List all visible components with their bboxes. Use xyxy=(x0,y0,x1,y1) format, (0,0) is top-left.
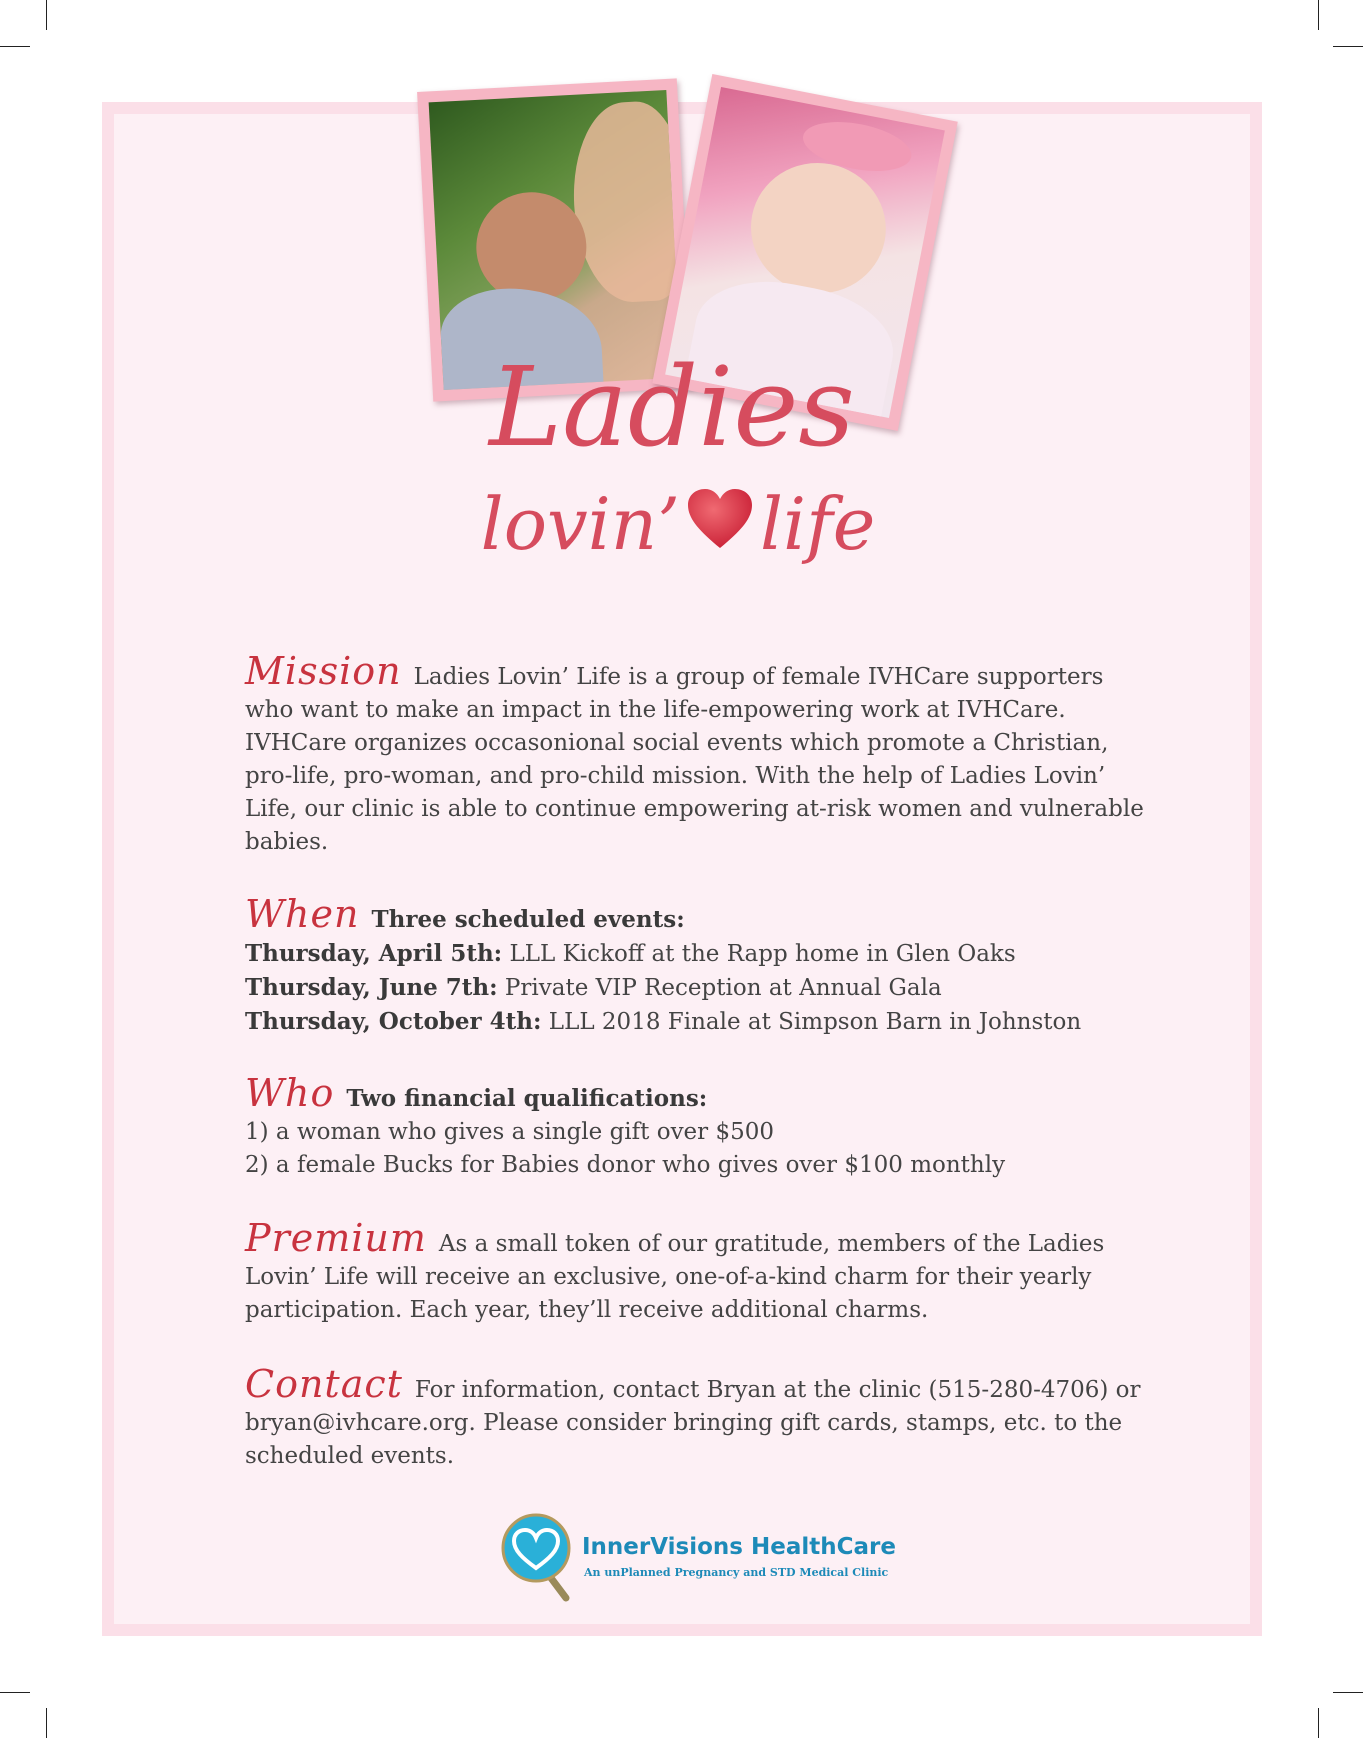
qualification-item: 1) a woman who gives a single gift over $500 xyxy=(245,1119,775,1145)
who-heading: Who xyxy=(245,1071,335,1115)
mission-text: Ladies Lovin’ Life is a group of female IVHCare supporters who want to make an impact in the life-empowering work at IVHCare. IVHCare organizes occasonional social events which promote a Christian, pro-life, pro-woman, and pro-child mission. With the help of Ladies Lovin’ Life, our clinic is able to continue empowering at-risk women and vulnerable babies. xyxy=(245,664,1144,855)
qualification-item: 2) a female Bucks for Babies donor who gives over $100 monthly xyxy=(245,1152,1006,1178)
event-row xyxy=(245,937,1145,971)
who-lead: Two financial qualifications: xyxy=(346,1085,708,1112)
event-desc: LLL Kickoff at the Rapp home in Glen Oaks xyxy=(509,941,1016,967)
mission-section xyxy=(245,649,1145,859)
contact-text: For information, contact Bryan at the clinic (515-280-4706) or bryan@ivhcare.org. Please consider bringing gift cards, stamps, etc. to the scheduled events. xyxy=(245,1377,1141,1469)
contact-section xyxy=(245,1362,1145,1473)
title-ladies: Ladies xyxy=(489,343,855,471)
crop-mark xyxy=(1333,1692,1363,1693)
when-heading: When xyxy=(245,892,360,936)
title-lovin-word: lovin’ xyxy=(480,482,681,566)
logo-tagline: An unPlanned Pregnancy and STD Medical Clinic xyxy=(584,1566,889,1579)
event-desc: Private VIP Reception at Annual Gala xyxy=(504,975,942,1001)
crop-mark xyxy=(1318,1708,1319,1738)
crop-mark xyxy=(0,1692,30,1693)
premium-section xyxy=(245,1216,1145,1327)
event-row xyxy=(245,971,1145,1005)
premium-heading: Premium xyxy=(245,1216,427,1260)
contact-heading: Contact xyxy=(245,1362,403,1406)
event-row xyxy=(245,1005,1145,1039)
premium-text: As a small token of our gratitude, members of the Ladies Lovin’ Life will receive an exclusive, one-of-a-kind charm for their yearly participation. Each year, they’ll receive additional charms. xyxy=(245,1231,1105,1323)
mission-heading: Mission xyxy=(245,649,402,693)
crop-mark xyxy=(46,1708,47,1738)
heart-icon xyxy=(686,488,754,561)
crop-mark xyxy=(1333,46,1363,47)
title-lovin-life xyxy=(398,482,958,566)
event-date: Thursday, June 7th: xyxy=(245,974,498,1001)
logo-name: InnerVisions HealthCare xyxy=(582,1534,896,1560)
title-life-word: life xyxy=(760,482,876,566)
magnifier-heart-logo-icon xyxy=(500,1512,580,1606)
crop-mark xyxy=(46,0,47,30)
innervisions-logo xyxy=(500,1512,900,1602)
event-desc: LLL 2018 Finale at Simpson Barn in Johnston xyxy=(548,1009,1082,1035)
when-section xyxy=(245,892,1145,1039)
when-lead: Three scheduled events: xyxy=(371,906,685,933)
crop-mark xyxy=(0,46,30,47)
crop-mark xyxy=(1318,0,1319,30)
event-date: Thursday, October 4th: xyxy=(245,1008,542,1035)
event-date: Thursday, April 5th: xyxy=(245,940,503,967)
who-section xyxy=(245,1071,1145,1182)
